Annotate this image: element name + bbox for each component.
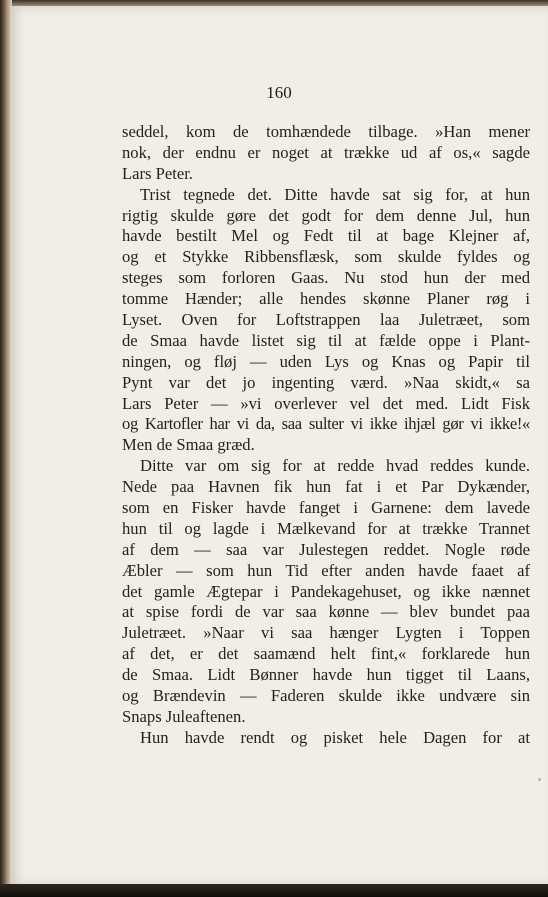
text-line: Lars Peter. [122, 163, 193, 183]
text-line: og et Stykke Ribbensflæsk, som skulde fyldes og [122, 247, 530, 267]
text-line: Juletræet. »Naar vi saa hænger Lygten i Toppen [122, 623, 530, 643]
body-text [122, 122, 530, 749]
text-line: de Smaa havde listet sig til at fælde oppe i Plant- [122, 330, 530, 350]
text-line: Pynt var det jo ingenting værd. »Naa skidt,« sa [122, 372, 530, 392]
text-line: rigtig skulde gøre det godt for dem denne Jul, hun [122, 205, 530, 225]
text-line: Æbler — som hun Tid efter anden havde faaet af [122, 560, 530, 580]
text-line: Lyset. Oven for Loftstrappen laa Juletræet, som [122, 310, 530, 330]
text-line: det gamle Ægtepar i Pandekagehuset, og ikke nænnet [122, 581, 530, 601]
text-line: Ditte var om sig for at redde hvad reddes kunde. [140, 456, 530, 476]
paper-speck [538, 778, 541, 781]
book-bottom-edge [0, 884, 548, 897]
text-line: og Kartofler har vi da, saa sulter vi ikke ihjæl gør vi ikke!« [122, 414, 530, 434]
text-line: som en Fisker havde fanget i Garnene: dem lavede [122, 498, 530, 518]
text-line: Snaps Juleaftenen. [122, 706, 246, 726]
text-line: steges som forloren Gaas. Nu stod hun der med [122, 268, 530, 288]
text-line: tomme Hænder; alle hendes skønne Planer røg i [122, 289, 530, 309]
text-line: havde bestilt Mel og Fedt til at bage Klejner af, [122, 226, 530, 246]
text-line: nok, der endnu er noget at trække ud af os,« sagde [122, 142, 530, 162]
page-number: 160 [266, 83, 292, 102]
text-line: de Smaa. Lidt Bønner havde hun tigget til Laans, [122, 665, 530, 685]
text-line: Nede paa Havnen fik hun fat i et Par Dykænder, [122, 477, 530, 497]
book-page [10, 6, 548, 886]
text-line: af det, er det saamænd helt fint,« forklarede hun [122, 644, 530, 664]
text-line: at spise fordi de var saa kønne — blev bundet paa [122, 602, 530, 622]
text-line: hun til og lagde i Mælkevand for at trække Trannet [122, 518, 530, 538]
text-line: Men de Smaa græd. [122, 435, 255, 455]
text-line: seddel, kom de tomhændede tilbage. »Han mener [122, 122, 530, 141]
text-line: af dem — saa var Julestegen reddet. Nogle røde [122, 539, 530, 559]
text-line: og Brændevin — Faderen skulde ikke undvære sin [122, 686, 530, 706]
text-line: ningen, og fløj — uden Lys og Knas og Papir til [122, 351, 530, 371]
text-line: Lars Peter — »vi overlever vel det med. Lidt Fisk [122, 393, 530, 413]
text-line: Hun havde rendt og pisket hele Dagen for at [140, 727, 530, 747]
text-line: Trist tegnede det. Ditte havde sat sig for, at hun [140, 184, 530, 204]
